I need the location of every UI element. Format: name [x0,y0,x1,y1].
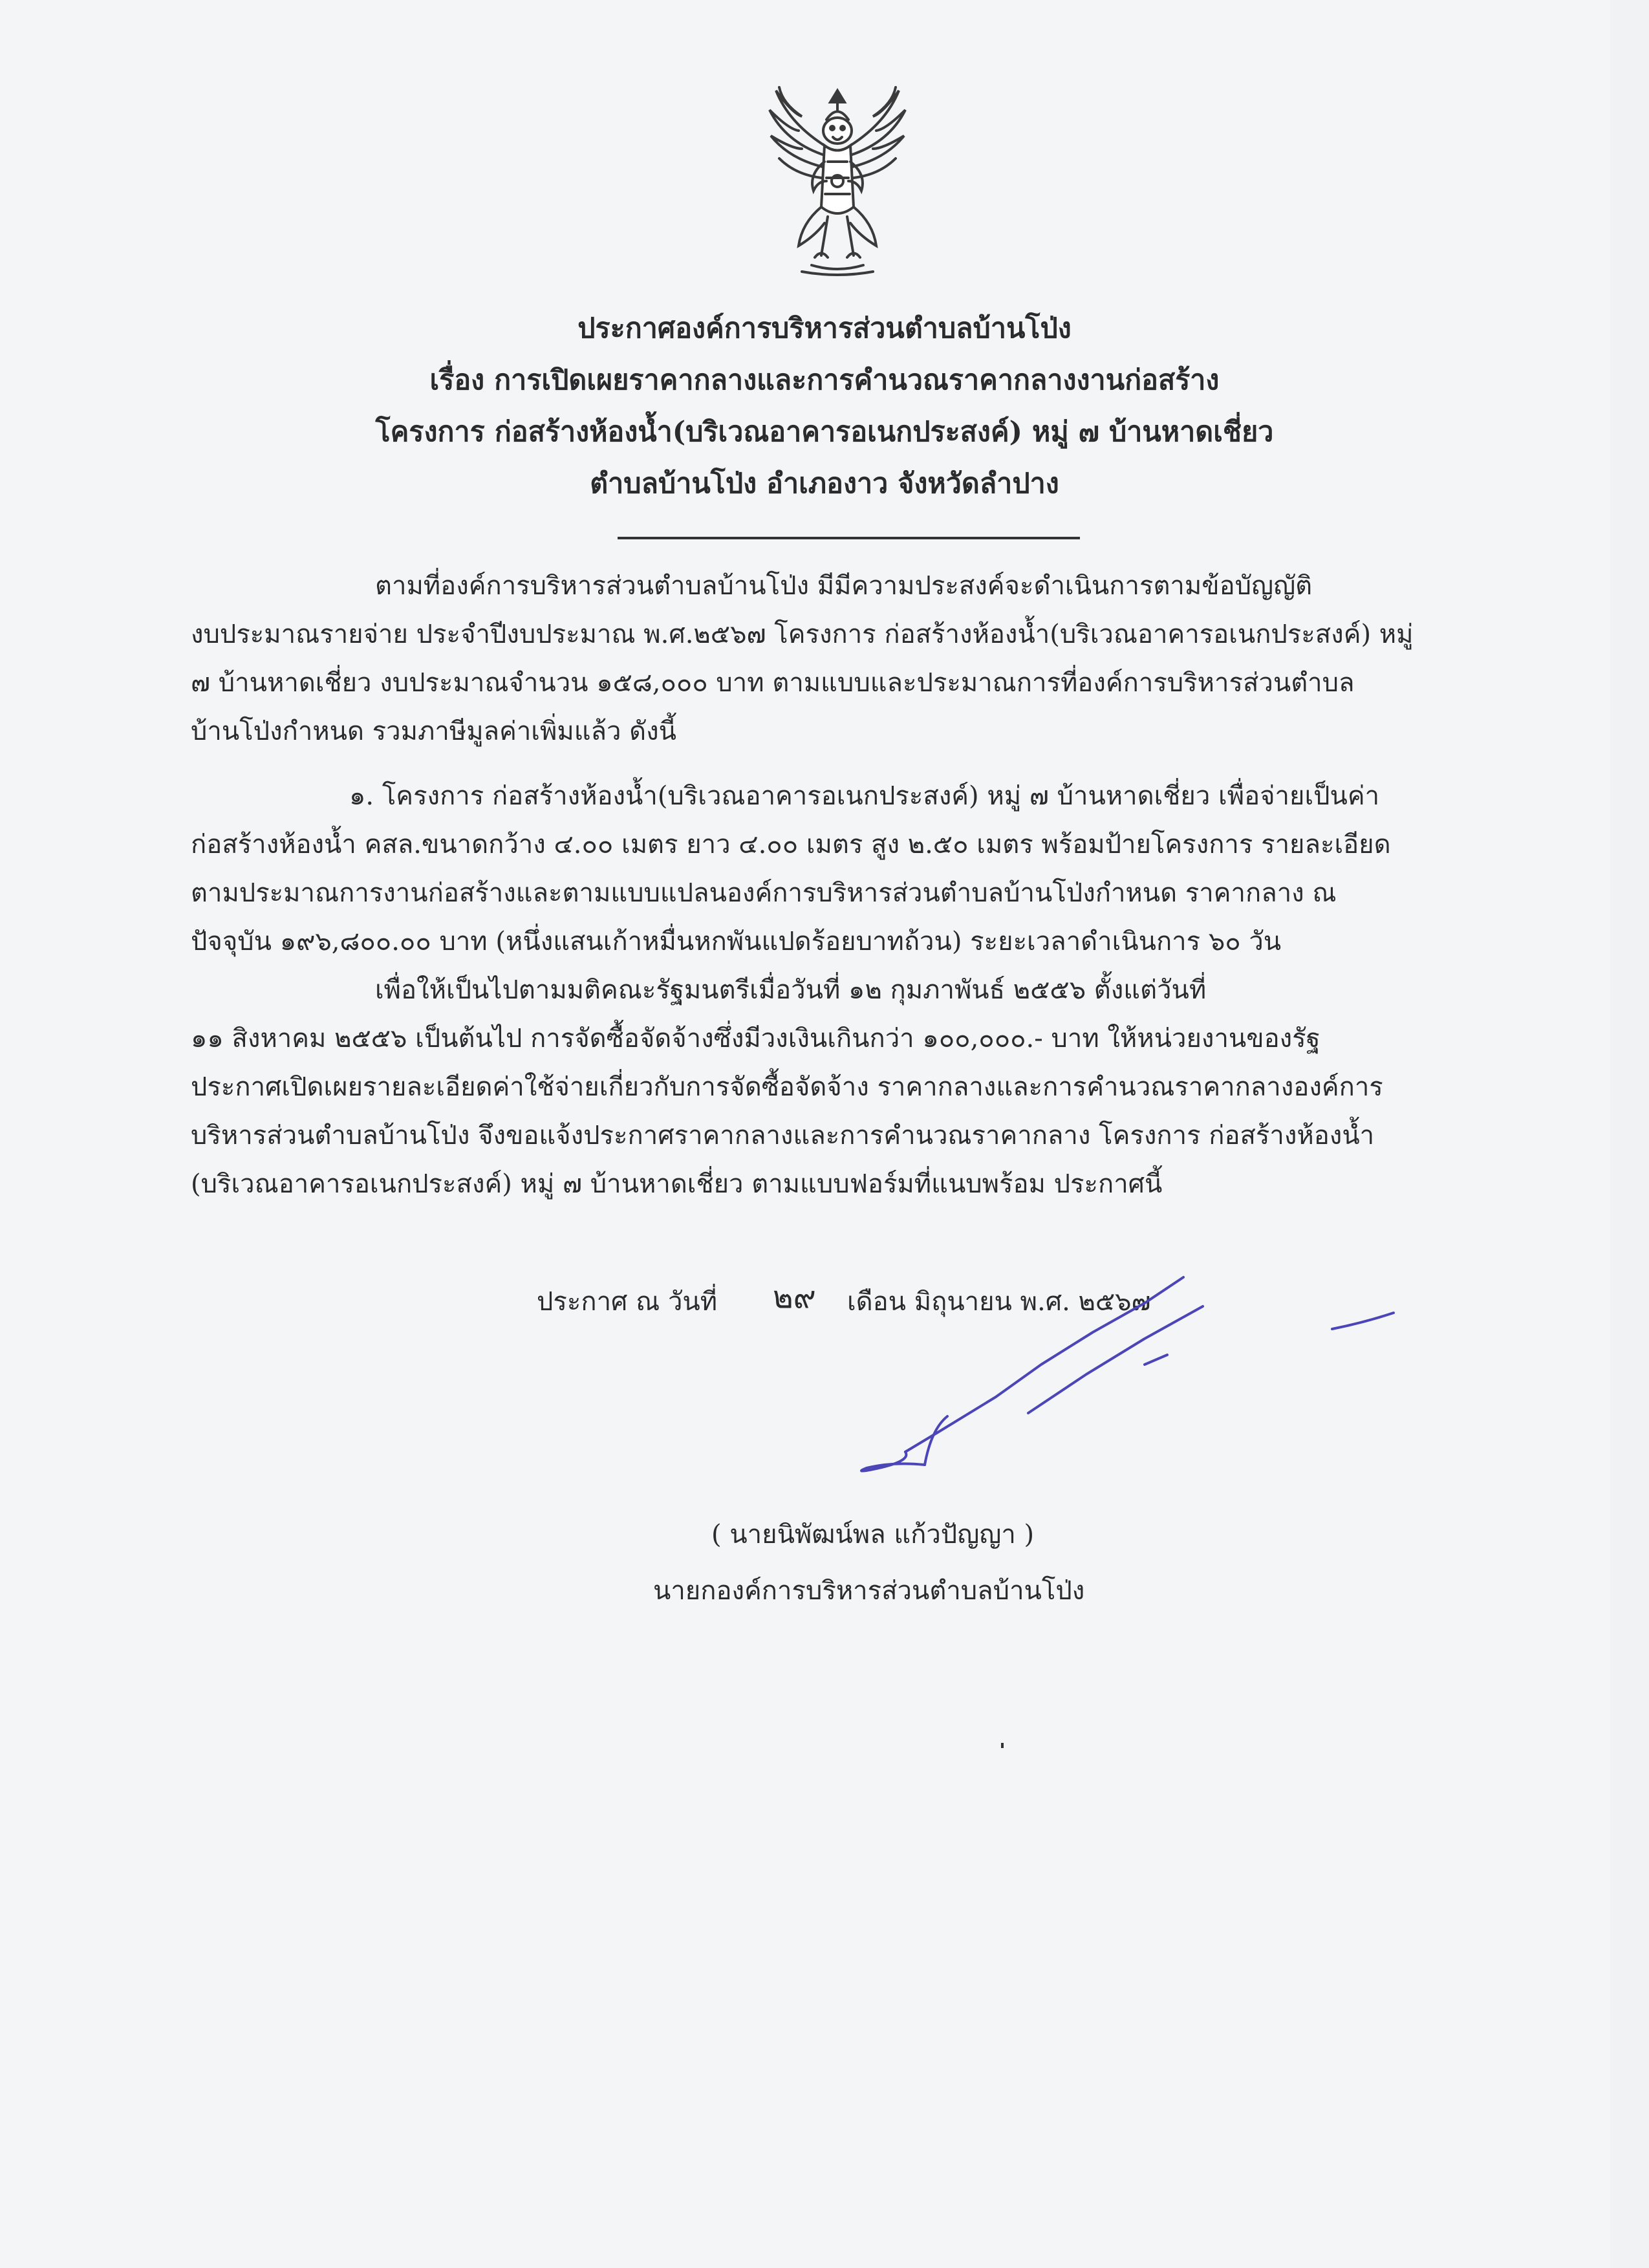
signatory-position: นายกองค์การบริหารส่วนตำบลบ้านโป่ง [653,1576,1085,1606]
announcement-title: ประกาศองค์การบริหารส่วนตำบลบ้านโป่ง [577,312,1072,345]
page-speck [1001,1743,1004,1748]
body-line: ๑. โครงการ ก่อสร้างห้องน้ำ(บริเวณอาคารอเนกประสงค์) หมู่ ๗ บ้านหาดเชี่ยว เพื่อจ่ายเป็นค่า [349,781,1380,811]
announcement-location: ตำบลบ้านโป่ง อำเภองาว จังหวัดลำปาง [590,468,1059,500]
announcement-project: โครงการ ก่อสร้างห้องน้ำ(บริเวณอาคารอเนกประสงค์) หมู่ ๗ บ้านหาดเชี่ยว [375,416,1274,448]
announce-date-month: เดือน มิถุนายน พ.ศ. ๒๕๖๗ [847,1287,1151,1317]
body-line: (บริเวณอาคารอเนกประสงค์) หมู่ ๗ บ้านหาดเชี่ยว ตามแบบฟอร์มที่แนบพร้อม ประกาศนี้ [191,1169,1163,1199]
body-line: บริหารส่วนตำบลบ้านโป่ง จึงขอแจ้งประกาศราคากลางและการคำนวณราคากลาง โครงการ ก่อสร้างห้องน้ำ [191,1121,1375,1150]
announce-date-prefix: ประกาศ ณ วันที่ [537,1287,718,1317]
body-line: ตามที่องค์การบริหารส่วนตำบลบ้านโป่ง มีมีความประสงค์จะดำเนินการตามข้อบัญญัติ [375,571,1313,601]
announce-date-day: ๒๙ [773,1279,816,1315]
body-line: ๑๑ สิงหาคม ๒๕๕๖ เป็นต้นไป การจัดซื้อจัดจ้างซึ่งมีวงเงินเกินกว่า ๑๐๐,๐๐๐.- บาท ให้หน่วยงานของรัฐ [191,1024,1320,1053]
body-line: บ้านโป่งกำหนด รวมภาษีมูลค่าเพิ่มแล้ว ดังนี้ [191,717,677,746]
body-line: ก่อสร้างห้องน้ำ คสล.ขนาดกว้าง ๔.๐๐ เมตร ยาว ๔.๐๐ เมตร สูง ๒.๕๐ เมตร พร้อมป้ายโครงการ รายละเอียด [191,830,1391,859]
garuda-emblem-icon [763,84,912,285]
signatory-name: ( นายนิพัฒน์พล แก้วปัญญา ) [711,1520,1035,1550]
announcement-subject: เรื่อง การเปิดเผยราคากลางและการคำนวณราคากลางงานก่อสร้าง [429,364,1220,396]
header-divider [618,537,1080,539]
signature-mark [808,1268,1429,1481]
body-line: ๗ บ้านหาดเชี่ยว งบประมาณจำนวน ๑๕๘,๐๐๐ บาท ตามแบบและประมาณการที่องค์การบริหารส่วนตำบล [191,668,1355,698]
body-line: ตามประมาณการงานก่อสร้างและตามแบบแปลนองค์การบริหารส่วนตำบลบ้านโป่งกำหนด ราคากลาง ณ [191,878,1337,908]
body-line: ประกาศเปิดเผยรายละเอียดค่าใช้จ่ายเกี่ยวกับการจัดซื้อจัดจ้าง ราคากลางและการคำนวณราคากลางองค์การ [191,1072,1383,1102]
body-line: เพื่อให้เป็นไปตามมติคณะรัฐมนตรีเมื่อวันที่ ๑๒ กุมภาพันธ์ ๒๕๕๖ ตั้งแต่วันที่ [375,975,1207,1005]
body-line: ปัจจุบัน ๑๙๖,๘๐๐.๐๐ บาท (หนึ่งแสนเก้าหมื่นหกพันแปดร้อยบาทถ้วน) ระยะเวลาดำเนินการ ๖๐ วัน [191,927,1282,956]
body-line: งบประมาณรายจ่าย ประจำปีงบประมาณ พ.ศ.๒๕๖๗ โครงการ ก่อสร้างห้องน้ำ(บริเวณอาคารอเนกประสงค์) หมู่ [191,620,1414,649]
